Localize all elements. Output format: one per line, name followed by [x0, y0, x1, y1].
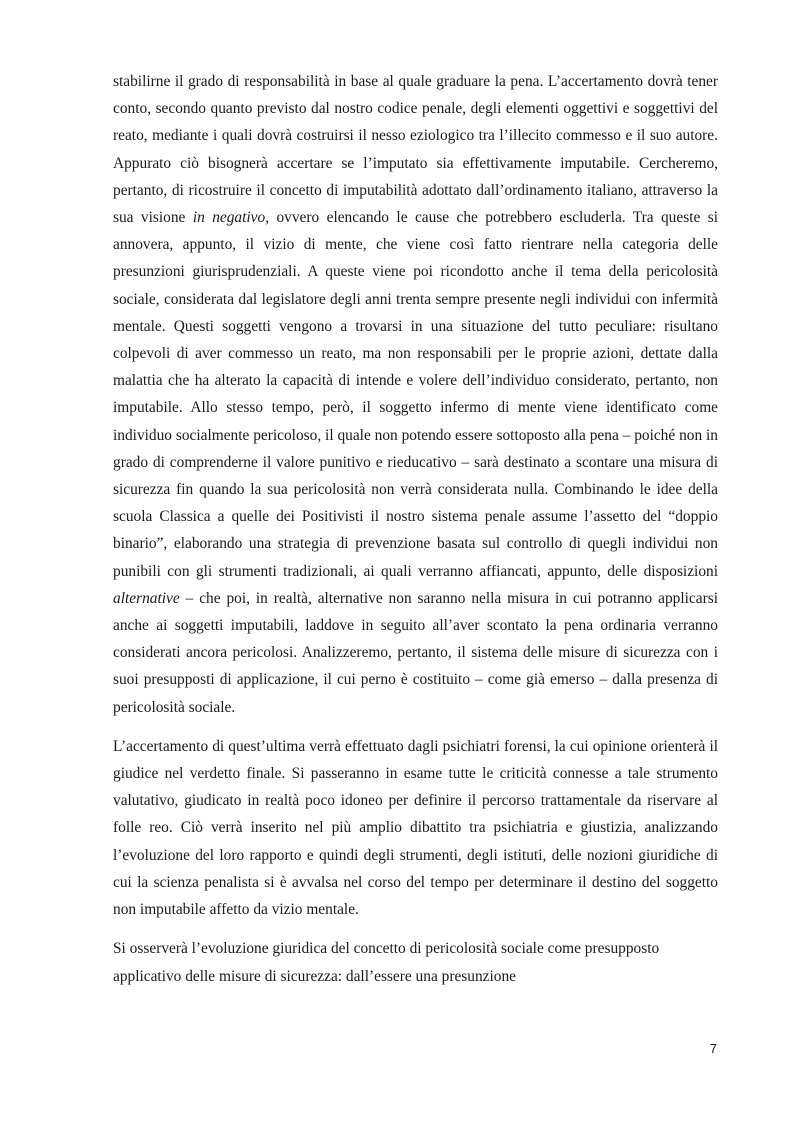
italic-term-alternative: alternative — [113, 589, 180, 607]
paragraph-2 — [113, 733, 718, 923]
paragraph-2-text: L’accertamento di quest’ultima verrà effettuato dagli psichiatri forensi, la cui opinione orienterà il giudice nel verdetto finale. Si passeranno in esame tutte le criticità connesse a tale strumento valutativo, giudicato in realtà poco idoneo per definire il percorso trattamentale da riservare al folle reo. Ciò verrà inserito nel più amplio dibattito tra psichiatria e giustizia, analizzando l’evoluzione del loro rapporto e quindi degli strumenti, degli istituti, delle nozioni giuridiche di cui la scienza penalista si è avvalsa nel corso del tempo per determinare il destino del soggetto non imputabile affetto da vizio mentale. — [113, 737, 718, 919]
paragraph-1-text-c: – che poi, in realtà, alternative non saranno nella misura in cui potranno applicarsi anche ai soggetti imputabili, laddove in seguito all’aver scontato la pena ordinaria verranno considerati ancora pericolosi. Analizzeremo, pertanto, il sistema delle misure di sicurezza con i suoi presupposti di applicazione, il cui perno è costituito – come già emerso – dalla presenza di pericolosità sociale. — [113, 589, 718, 716]
page-number: 7 — [709, 1041, 717, 1056]
document-body — [113, 68, 718, 990]
paragraph-3-text: Si osserverà l’evoluzione giuridica del concetto di pericolosità sociale come presupposto applicativo delle misure di sicurezza: dall’essere una presunzione — [113, 940, 660, 985]
paragraph-3 — [113, 935, 718, 989]
paragraph-1-text-b: , ovvero elencando le cause che potrebbero escluderla. Tra queste si annovera, appunto, il vizio di mente, che viene così fatto rientrare nella categoria delle presunzioni giurisprudenziali. A queste viene poi ricondotto anche il tema della pericolosità sociale, considerata dal legislatore degli anni trenta sempre presente negli individui con infermità mentale. Questi soggetti vengono a trovarsi in una situazione del tutto peculiare: risultano colpevoli di aver commesso un reato, ma non responsabili per le proprie azioni, dettate dalla malattia che ha alterato la capacità di intende e volere dell’individuo considerato, pertanto, non imputabile. Allo stesso tempo, però, il soggetto infermo di mente viene identificato come individuo socialmente pericoloso, il quale non potendo essere sottoposto alla pena – poiché non in grado di comprenderne il valore punitivo e rieducativo – sarà destinato a scontare una misura di sicurezza fin quando la sua pericolosità non verrà considerata nulla. Combinando le idee della scuola Classica a quelle dei Positivisti il nostro sistema penale assume l’assetto del “doppio binario”, elaborando una strategia di prevenzione basata sul controllo di quegli individui non punibili con gli strumenti tradizionali, ai quali verranno affiancati, appunto, delle disposizioni — [113, 209, 718, 580]
italic-term-in-negativo: in negativo — [192, 209, 266, 227]
paragraph-1 — [113, 68, 718, 721]
paragraph-1-text-a: stabilirne il grado di responsabilità in base al quale graduare la pena. L’accertamento dovrà tener conto, secondo quanto previsto dal nostro codice penale, degli elementi oggettivi e soggettivi del reato, mediante i quali dovrà costruirsi il nesso eziologico tra l’illecito commesso e il suo autore. Appurato ciò bisognerà accertare se l’imputato sia effettivamente imputabile. Cercheremo, pertanto, di ricostruire il concetto di imputabilità adottato dall’ordinamento italiano, attraverso la sua visione — [113, 73, 718, 227]
